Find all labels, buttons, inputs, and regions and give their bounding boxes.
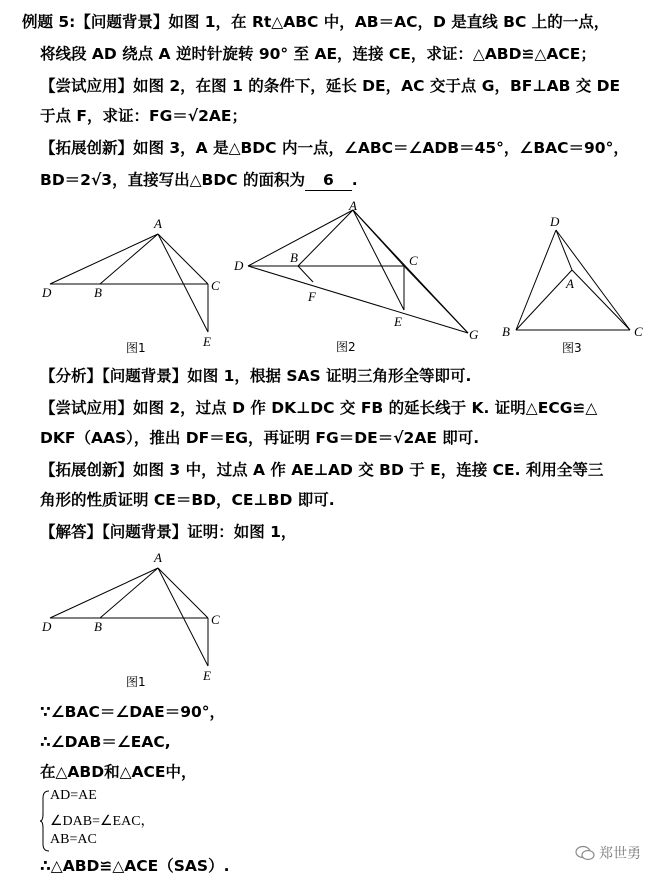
figure-1 <box>38 212 228 362</box>
watermark <box>575 843 641 863</box>
fig2-label-b: B <box>290 250 298 265</box>
problem-line-6-pre: BD＝2√3，直接写出△BDC 的面积为 <box>40 171 305 189</box>
fig3-label-d: D <box>550 214 560 229</box>
analysis-line-5: 角形的性质证明 CE＝BD，CE⊥BD 即可. <box>40 491 335 509</box>
fig1b-label-e: E <box>203 668 211 683</box>
fig1-caption: 图1 <box>126 341 146 355</box>
fig1-label-a: A <box>154 216 162 231</box>
fig1-label-d: D <box>42 285 52 300</box>
fig2-label-d: D <box>234 258 244 273</box>
fig1-label-e: E <box>203 334 211 349</box>
problem-line-1: 例题 5:【问题背景】如图 1，在 Rt△ABC 中，AB＝AC，D 是直线 BC 上的一点， <box>22 13 610 31</box>
answer-blank: 6 <box>305 170 352 191</box>
system-brace <box>40 790 50 852</box>
fig1-label-c: C <box>211 278 220 293</box>
fig3-label-a: A <box>566 276 574 291</box>
system-eq-3: AB=AC <box>50 832 97 847</box>
analysis-line-4: 【拓展创新】如图 3 中，过点 A 作 AE⊥AD 交 BD 于 E，连接 CE. 利用全等三 <box>40 461 604 479</box>
fig2-label-e: E <box>394 314 402 329</box>
fig1-label-b: B <box>94 285 102 300</box>
problem-line-6-post: . <box>351 171 358 189</box>
analysis-line-2: 【尝试应用】如图 2，过点 D 作 DK⊥DC 交 FB 的延长线于 K. 证明△ECG≌△ <box>40 399 598 417</box>
problem-line-6 <box>40 170 358 191</box>
problem-line-3: 【尝试应用】如图 2，在图 1 的条件下，延长 DE，AC 交于点 G，BF⊥AB 交 DE <box>40 77 621 95</box>
analysis-line-6: 【解答】【问题背景】证明：如图 1， <box>40 523 297 541</box>
fig2-label-a: A <box>349 198 357 213</box>
fig2-caption: 图2 <box>336 340 356 354</box>
fig1b-label-b: B <box>94 619 102 634</box>
fig2-label-c: C <box>409 253 418 268</box>
fig3-caption: 图3 <box>562 341 582 355</box>
figure-1-repeat <box>38 546 228 696</box>
fig1b-label-a: A <box>154 550 162 565</box>
fig1b-label-d: D <box>42 619 52 634</box>
fig3-label-b: B <box>502 324 510 339</box>
proof-line-2: ∴∠DAB＝∠EAC, <box>40 733 171 751</box>
proof-line-4: ∴△ABD≌△ACE（SAS）. <box>40 857 230 875</box>
proof-line-3: 在△ABD和△ACE中， <box>40 763 197 781</box>
figure-2 <box>228 196 488 361</box>
proof-line-1: ∵∠BAC＝∠DAE＝90°， <box>40 703 226 721</box>
analysis-line-3: DKF（AAS），推出 DF＝EG，再证明 FG＝DE＝√2AE 即可. <box>40 429 480 447</box>
watermark-text: 郑世勇 <box>599 846 641 862</box>
problem-line-2: 将线段 AD 绕点 A 逆时针旋转 90° 至 AE，连接 CE，求证：△ABD≌△ACE； <box>40 45 596 63</box>
problem-line-4: 于点 F，求证：FG＝√2AE； <box>40 107 248 125</box>
figure-3 <box>494 212 654 357</box>
system-eq-2: ∠DAB=∠EAC， <box>50 814 155 829</box>
analysis-line-1: 【分析】【问题背景】如图 1，根据 SAS 证明三角形全等即可. <box>40 367 472 385</box>
fig3-label-c: C <box>634 324 643 339</box>
wechat-icon <box>575 845 595 861</box>
fig2-label-f: F <box>308 289 316 304</box>
fig2-label-g: G <box>469 327 479 342</box>
fig1b-caption: 图1 <box>126 675 146 689</box>
problem-line-5: 【拓展创新】如图 3，A 是△BDC 内一点，∠ABC＝∠ADB＝45°，∠BAC＝90°， <box>40 139 629 157</box>
system-eq-1: AD=AE <box>50 788 97 803</box>
fig1b-label-c: C <box>211 612 220 627</box>
